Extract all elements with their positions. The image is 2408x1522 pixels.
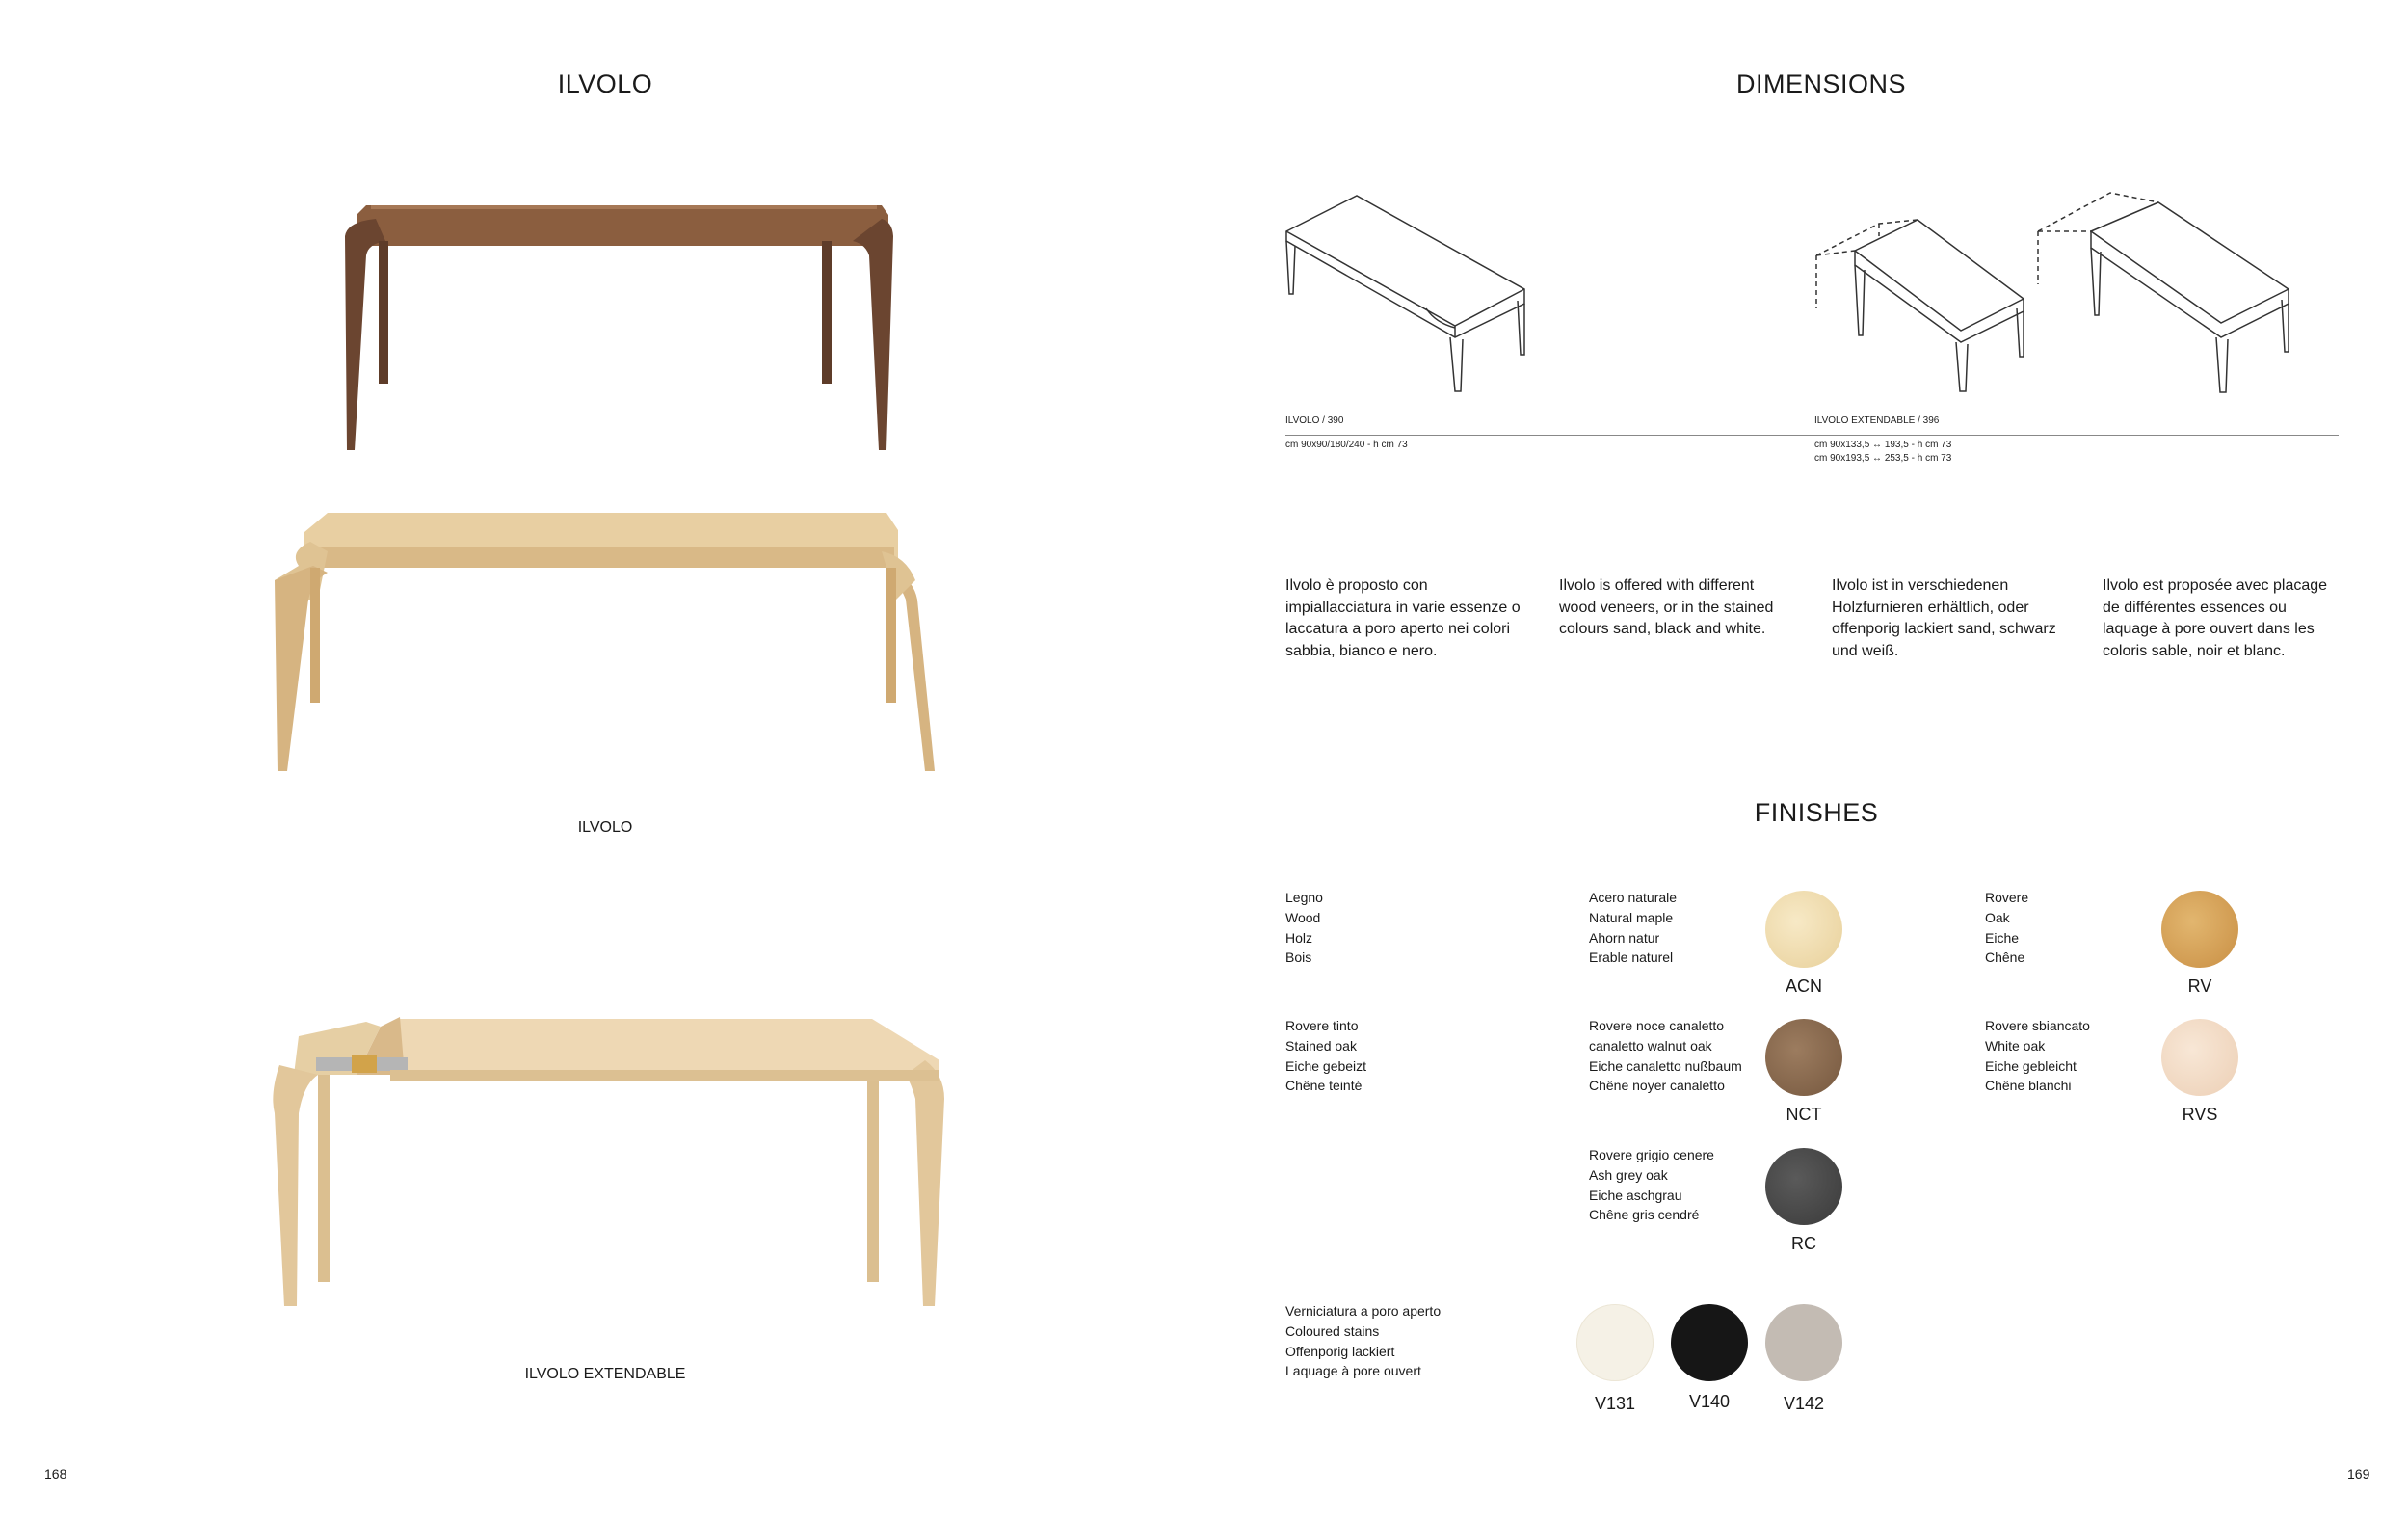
ilvolo-extendable-drawing-2: [2033, 188, 2293, 400]
dimension-size-extendable-2: cm 90x193,5 ↔ 253,5 - h cm 73: [1814, 453, 1952, 464]
stain-code-v142: V142: [1783, 1394, 1825, 1413]
swatch-v142[interactable]: [1765, 1304, 1842, 1381]
finish-group-coloured-stains: Verniciatura a poro aperto Coloured stains Offenporig lackiert Laquage à pore ouvert: [1285, 1303, 1442, 1379]
stain-code-v140: V140: [1688, 1392, 1731, 1411]
swatch-nct[interactable]: [1765, 1019, 1842, 1096]
finish-names-rvs: Rovere sbiancato White oak Eiche gebleicht Chêne blanchi: [1985, 1018, 2090, 1094]
oak-table-image: [270, 513, 944, 778]
finish-code-rc: RC: [1791, 1234, 1816, 1253]
description-french: Ilvolo est proposée avec placage de différentes essences ou laquage à pore ouvert dans les coloris sable, noir et blanc.: [2103, 577, 2328, 659]
swatch-rv[interactable]: [2161, 891, 2238, 968]
swatch-v131[interactable]: [1576, 1304, 1654, 1381]
page-number-right: 169: [2347, 1466, 2370, 1482]
section-title-finishes: FINISHES: [1754, 798, 1879, 827]
swatch-acn[interactable]: [1765, 891, 1842, 968]
description-italian: Ilvolo è proposto con impiallacciatura in varie essenze o laccatura a poro aperto nei colori sabbia, bianco e nero.: [1285, 577, 1521, 659]
dimensions-divider: [1285, 435, 2339, 436]
dimension-size-fixed: cm 90x90/180/240 - h cm 73: [1285, 440, 1408, 450]
page-title-dimensions: DIMENSIONS: [1735, 69, 1907, 98]
ilvolo-line-drawing: [1282, 193, 1542, 400]
stain-code-v131: V131: [1594, 1394, 1636, 1413]
description-english: Ilvolo is offered with different wood veneers, or in the stained colours sand, black and white.: [1559, 577, 1774, 637]
dimension-model-extendable: ILVOLO EXTENDABLE / 396: [1814, 415, 1940, 426]
finish-code-nct: NCT: [1786, 1105, 1822, 1124]
swatch-rvs[interactable]: [2161, 1019, 2238, 1096]
page-number-left: 168: [44, 1466, 67, 1482]
finish-group-wood: Legno Wood Holz Bois: [1285, 890, 1323, 966]
swatch-rc[interactable]: [1765, 1148, 1842, 1225]
finish-code-acn: ACN: [1785, 976, 1822, 996]
swatch-v140[interactable]: [1671, 1304, 1748, 1381]
finish-group-stained-oak: Rovere tinto Stained oak Eiche gebeizt Chêne teinté: [1285, 1018, 1367, 1094]
finish-code-rvs: RVS: [2182, 1105, 2218, 1124]
finish-names-acn: Acero naturale Natural maple Ahorn natur Erable naturel: [1589, 890, 1678, 966]
caption-ilvolo: ILVOLO: [577, 819, 633, 836]
finish-names-nct: Rovere noce canaletto canaletto walnut oak Eiche canaletto nußbaum Chêne noyer canaletto: [1589, 1018, 1742, 1094]
finish-code-rv: RV: [2187, 976, 2212, 996]
caption-ilvolo-extendable: ILVOLO EXTENDABLE: [524, 1366, 686, 1382]
description-german: Ilvolo ist in verschiedenen Holzfurnieren erhältlich, oder offenporig lackiert sand, schwarz und weiß.: [1832, 577, 2056, 659]
page-title-ilvolo: ILVOLO: [557, 69, 653, 98]
finish-names-rc: Rovere grigio cenere Ash grey oak Eiche aschgrau Chêne gris cendré: [1589, 1147, 1714, 1223]
finish-names-rv: Rovere Oak Eiche Chêne: [1985, 890, 2029, 966]
ilvolo-extendable-drawing-1: [1812, 212, 2038, 400]
dimension-model-fixed: ILVOLO / 390: [1285, 415, 1344, 426]
dimension-size-extendable-1: cm 90x133,5 ↔ 193,5 - h cm 73: [1814, 440, 1952, 450]
walnut-table-image: [318, 198, 896, 458]
extendable-table-image: [260, 1017, 954, 1306]
